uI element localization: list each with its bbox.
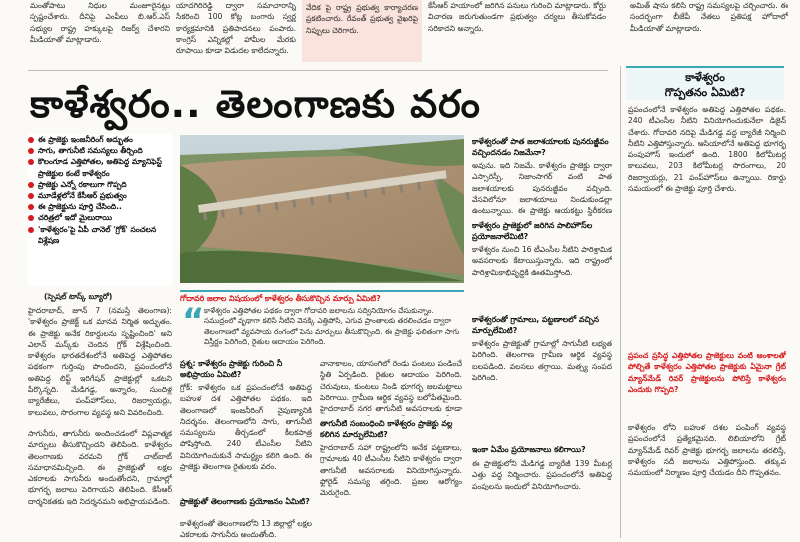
answer-paragraph: గ్రోక్: కాళేశ్వరం ఒక ప్రపంచంలోనే అతిపెద్ద బహుళ దశ ఎత్తిపోతల పథకం. ఇది తెలంగాణలో ఇంజనీరింగ్ నైపుణ్యానికి నిదర్శనం. తెలంగాణలోని సాగు, తాగునీటి సమస్యలను తీర్చడంలో కీలకపాత్ర పోషిస్తోంది. 240 టీఎంసీల నీటిని వినియోగించుకునే సామర్థ్యం కలిగి ఉంది. ఈ ప్రాజెక్టు తెలంగాణ రైతులకు వరం. (180, 383, 312, 472)
quote-mark-icon: “ (182, 301, 205, 341)
highlight-item: 'కాళేశ్వరం'పై ఏపీ చానెల్ 'గ్రోక్' సంచలన విశ్లేషణ (28, 224, 172, 246)
highlight-item: కొలంగూడ ఎత్తిపోతల, అతిపెద్ద మ్యానిఫెస్ట్ ప్రాజెక్టుల కంటే కాళేశ్వరం (28, 156, 172, 178)
left-column-continued: సాగునీరు, తాగునీరు అందించడంలో విప్లవాత్మక మార్పులు తీసుకొచ్చిందని తెలిపింది. కాళేశ్వరం తెలంగాణకు వరమని గ్రోక్ చాట్‌బాట్ సమాధానమిచ్చింది. ఈ ప్రాజెక్టుతో లక్షల ఎకరాలకు సాగునీరు అందుతోందని, గ్రామాల్లో భూగర్భ జలాలు పెరిగాయని తెలిపింది. కేసీఆర్ దార్శనికతకు ఇది నిదర్శనమని అభిప్రాయపడింది. (28, 429, 172, 506)
quote-text: కాళేశ్వరం ఎత్తిపోతల పథకం ద్వారా గోదావరి జలాలను సద్వినియోగం చేసుకున్నాం. సముద్రంలో వృథాగా కలిసే నీటిని వెనక్కి ఎత్తిపోసి, ఎగువ ప్రాంతాలకు తరలించడం ద్వారా తెలంగాణలో వ్యవసాయ రంగంలో పెను మార్పులు తీసుకొచ్చింది. ఈ ప్రాజెక్టు ఫలితంగా సాగు విస్తీర్ణం పెరిగింది, రైతుల ఆదాయం పెరిగింది. (204, 306, 460, 347)
sidebar-answer: కాళేశ్వరం లోని బహుళ దశల పంపింగ్ వ్యవస్థ ప్రపంచంలోనే ప్రత్యేకమైనది. లిబియాలోని గ్రేట్ మ్యాన్‌మేడ్ రివర్ ప్రాజెక్టు భూగర్భ జలాలను తరలిస్తే, కాళేశ్వరం నదీ జలాలను ఎత్తిపోస్తుంది. తక్కువ సమయంలో నిర్మాణం పూర్తి చేయడం దీని గొప్పతనం. (628, 423, 786, 478)
question-heading: కాళేశ్వరంతో గ్రామాలు, పట్టణాలలో వచ్చిన మార్పులేమిటి? (472, 315, 599, 335)
column-3-paragraph: వానాకాలం, యాసంగిలో రెండు పంటలు పండించే స్థితి ఏర్పడింది. రైతుల ఆదాయం పెరిగింది. చెరువులు, కుంటలు నిండి భూగర్భ జలమట్టాలు పెరిగాయి. గ్రామీణ ఆర్థిక వ్యవస్థ బలోపేతమైంది. హైదరాబాద్ నగర తాగునీటి అవసరాలకు కూడా (320, 359, 462, 414)
barrage-photo (180, 135, 464, 283)
highlight-item: ప్రాజెక్టు ఎన్నో రకాలుగా గొప్పది (28, 179, 172, 190)
question-heading: కాళేశ్వరంతో పాత జలాశయాలకు పునరుజ్జీవం వచ్చిందనడం నిజమేనా? (472, 137, 609, 157)
top-divider (28, 70, 608, 71)
highlight-item: చరిత్రలో ఇదో మైలురాయి (28, 212, 172, 223)
answer-paragraph: కాళేశ్వరంతో తెలంగాణలోని 13 జిల్లాల్లో లక్షల ఎకరాలకు సాగునీరు అందుతోంది. (180, 519, 312, 540)
answer-paragraph: కాళేశ్వరం నుంచి 16 టీఎంసీల నీటిని పారిశ్రామిక అవసరాలకు కేటాయిస్తున్నారు. ఇది రాష్ట్రంలో పారిశ్రామికాభివృద్ధికి ఊతమిస్తోంది. (472, 245, 612, 277)
answer-paragraph: హైదరాబాద్ సహా రాష్ట్రంలోని అనేక పట్టణాలు, గ్రామాలకు 40 టీఎంసీల నీటిని కాళేశ్వరం ద్వారా తాగునీటి అవసరాలకు వినియోగిస్తున్నారు. ఫ్లోరైడ్ సమస్య తగ్గింది. ప్రజల ఆరోగ్యం మెరుగైంది. (320, 443, 462, 498)
top-column-4: కేసీఆర్ హయాంలో జరిగిన పనులు గురించి మాట్లాడారు. కోర్టు విచారణ జరుగుతుండగా ప్రభుత్వం చర్యలు తీసుకోవడం సరికాదని అన్నారు. (428, 1, 606, 33)
question-heading: ప్రాజెక్టుతో తెలంగాణకు ప్రయోజనం ఏమిటి? (180, 497, 310, 506)
sidebar-title (626, 66, 784, 100)
highlight-item: సాగు, తాగునీటి సమస్యలు తీర్చింది (28, 145, 172, 156)
top-column-5: అమిత్ షాను కలిసి రాష్ట్ర సమస్యలపై చర్చించారు. ఈ సందర్భంగా బీజేపీ నేతలు ప్రతిపక్ష హోదాలో మీడియాతో మాట్లాడారు. (630, 1, 788, 33)
question-heading: ప్రశ్న: కాళేశ్వరం ప్రాజెక్టు గురించి నీ అభిప్రాయం ఏమిటి? (180, 359, 283, 379)
highlights-box (28, 134, 172, 286)
byline: (స్పెషల్ టాస్క్ బ్యూరో) (44, 292, 113, 301)
barrage-illustration (180, 135, 464, 283)
sidebar-divider (620, 66, 621, 538)
highlight-item: మూడేళ్లలోనే కేసీఆర్ ప్రభుత్వం (28, 190, 172, 201)
question-heading: ఇంకా ఏమేం ప్రయోజనాలు కలిగాయి? (472, 445, 586, 454)
top-column-2: యాదగిరిరెడ్డి ద్వారా సమాచారాన్ని సేకరించి 100 కోట్ల బంగారు స్వర్ణ కార్యక్రమానికి ప్రతిపాదనలు పంపారు. కాంగ్రెస్ ఎన్నికల్లో హామీల మేరకు రూపాయి కూడా విడుదల కాలేదన్నారు. (176, 1, 296, 56)
quote-heading: గోదావరి జలాల విషయంలో కాళేశ్వరం తీసుకొచ్చిన మార్పు ఏమిటి? (180, 294, 381, 303)
page-headline: కాళేశ్వరం.. తెలంగాణకు వరం (30, 82, 481, 126)
top-column-3: వేదిక పై రాష్ట్ర ప్రభుత్వ కార్యాచరణ ప్రకటించారు. రేవంత్ ప్రభుత్వ వైఖరిపై నిప్పులు చెరిగారు. (302, 0, 422, 62)
answer-paragraph: అవును. ఇది నిజమే. కాళేశ్వరం ప్రాజెక్టు ద్వారా ఎస్సారెస్పీ, నిజాంసాగర్ వంటి పాత జలాశయాలకు పునరుజ్జీవం వచ్చింది. వేసవిలోనూ జలాశయాలు నిండుకుండల్లా ఉంటున్నాయి. ఈ ప్రాజెక్టు ఆయకట్టు స్థిరీకరణ (472, 161, 612, 216)
highlight-item: ఈ ప్రాజెక్టును పూర్తి చేసింది.. (28, 201, 172, 212)
quote-callout (180, 290, 464, 346)
sidebar-paragraph: ప్రపంచంలోనే కాళేశ్వరం అతిపెద్ద ఎత్తిపోతల పథకం. 240 టీఎంసీల నీటిని వినియోగించుకునేలా డిజైన్ చేశారు. గోదావరి నదిపై మేడిగడ్డ వద్ద బ్యారేజీ నిర్మించి నీటిని ఎత్తిపోస్తున్నారు. ఆసియాలోనే అతిపెద్ద భూగర్భ పంపుహౌస్ ఇందులో ఉంది. 1800 కిలోమీటర్ల కాలువలు, 203 కిలోమీటర్ల సొరంగాలు, 20 రిజర్వాయర్లు, 21 పంప్‌హౌస్‌లు ఉన్నాయి. రికార్డు సమయంలో ఈ ప్రాజెక్టు పూర్తి చేశారు. (628, 105, 786, 194)
sidebar-title-line-2: గొప్పతనం ఏమిటి? (664, 86, 746, 99)
answer-paragraph: కాళేశ్వరం ప్రాజెక్టుతో గ్రామాల్లో సాగునీటి లభ్యత పెరిగింది. తెలంగాణ గ్రామీణ ఆర్థిక వ్యవస్థ బలపడింది. వలసలు తగ్గాయి. మత్స్య సంపద పెరిగింది. (472, 339, 612, 382)
answer-paragraph: ఈ ప్రాజెక్టులోని మేడిగడ్డ బ్యారేజీ 139 మీటర్ల ఎత్తు వద్ద నిర్మించారు. ప్రపంచంలోనే అతిపెద్ద పంపులను ఇందులో వినియోగించారు. (472, 459, 612, 491)
lead-paragraph: హైదరాబాద్, జూన్ 7 (నమస్తే తెలంగాణ): 'కాళేశ్వరం ప్రాజెక్ట్‌ ఒక మానవ నిర్మిత అద్భుతం. ఈ ప్రాజెక్టు అనేక రికార్డులను సృష్టించింది' అని ఎలాన్ మస్క్‌కు చెందిన గ్రోక్ విశ్లేషించింది. కాళేశ్వరం భారతదేశంలోనే అతిపెద్ద ఎత్తిపోతల పథకంగా గుర్తింపు పొందిందని, ప్రపంచంలోనే అతిపెద్ద లిఫ్ట్ ఇరిగేషన్ ప్రాజెక్టుల్లో ఒకటని పేర్కొన్నది. మేడిగడ్డ, అన్నారం, సుందిళ్ల బ్యారేజీలు, పంప్‌హౌస్‌లు, రిజర్వాయర్లు, కాలువలు, సొరంగాల వ్యవస్థ అని వివరించింది. (28, 306, 172, 417)
question-heading: కాళేశ్వరం ప్రాజెక్టులో జరిగిన పాలిహౌస్‌ల ప్రయోజనాలేమిటి? (472, 221, 593, 241)
highlight-item: ఈ ప్రాజెక్టు ఇంజనీరింగ్ అద్భుతం (28, 134, 172, 145)
sidebar-title-line-1: కాళేశ్వరం (685, 71, 725, 84)
sidebar-question: ప్రపంచ ప్రసిద్ధ ఎత్తిపోతల ప్రాజెక్టులు వంటి అంశాలతో పోల్చితే కాళేశ్వరం ఎత్తిపోతల ప్రాజెక్టుకు ఏమైనా గ్రేట్ మ్యాన్‌మేడ్ రివర్ ప్రాజెక్టులను పోలిస్తే కాళేశ్వరం ఎందుకు గొప్పది? (628, 351, 786, 394)
question-heading: తాగునీటి సంబంధించి కాళేశ్వరం ప్రాజెక్టు వల్ల కలిగిన మార్పులేమిటి? (320, 419, 453, 439)
top-column-1: మంతోపాటు నిధుల మంజూరైనట్లు స్పష్టంచేశారు. దీనిపై ఎంపీలు బి.ఆర్.ఎస్ సభ్యుల రాష్ట్ర హక్కులపై రిజర్వ్‌ చేశారని మీడియాతో మాట్లాడారు. (30, 1, 170, 44)
